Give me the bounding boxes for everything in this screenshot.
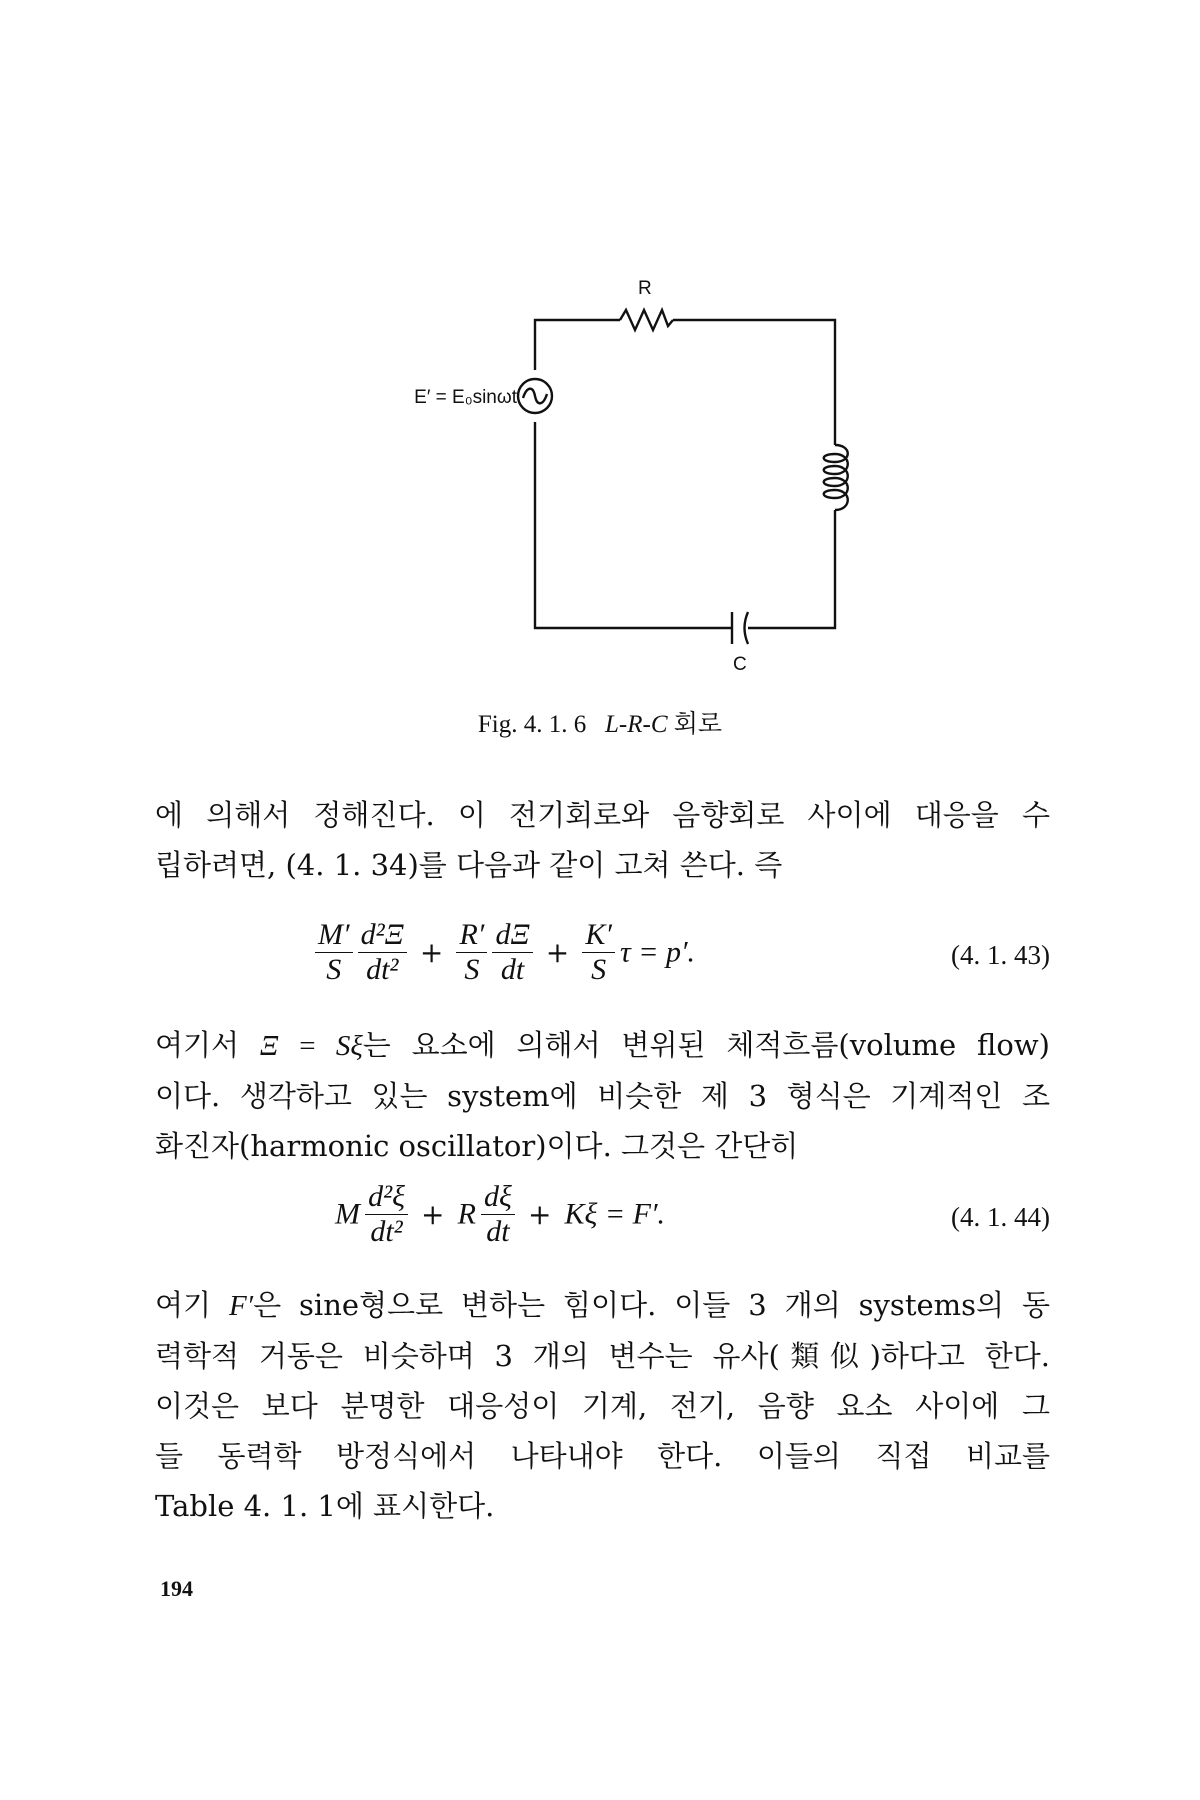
figure-caption <box>0 704 1200 740</box>
wire-top-right <box>673 320 835 445</box>
eq1-frac1-den: S <box>326 953 342 986</box>
caption-circuit-name: L-R-C <box>605 711 668 738</box>
eq2-frac2-den: dt <box>486 1215 510 1248</box>
eq2-number: (4. 1. 44) <box>951 1202 1050 1232</box>
p2-line2: 이다. 생각하고 있는 system에 비슷한 제 3 형식은 기계적인 조 <box>155 1079 1050 1113</box>
equation-4-1-43 <box>155 918 1050 998</box>
source-label: E′ = E₀sinωt <box>414 387 517 408</box>
circuit-wires <box>535 320 835 628</box>
eq1-frac1-num: M′ <box>315 918 353 953</box>
eq1-frac2-num: d²Ξ <box>358 918 407 953</box>
p1-line2: 립하려면, (4. 1. 34)를 다음과 같이 고쳐 쓴다. 즉 <box>155 848 783 882</box>
eq2-coef-r: R <box>457 1197 476 1231</box>
ac-source-symbol <box>518 379 552 413</box>
wire-bottom-right <box>748 510 835 628</box>
p3-line2: 력학적 거동은 비슷하며 3 개의 변수는 유사(類似)하다고 한다. <box>155 1339 1050 1373</box>
p2-line1-pre: 여기서 <box>155 1028 240 1062</box>
eq1-tail: τ = p′. <box>619 935 696 969</box>
p3-line1-post: 은 sine형으로 변하는 힘이다. 이들 3 개의 systems의 동 <box>253 1288 1051 1322</box>
eq2-frac2-num: dξ <box>481 1180 515 1215</box>
eq2-body: M $\frac{\text{d²ξ}}{\text{dt²}}$ + R $\frac{d\xi}{dt}$ + Kξ = F′. <box>335 1180 666 1248</box>
p3-line1-math: F′ <box>229 1290 254 1322</box>
eq2-frac1-num: d²ξ <box>365 1180 408 1215</box>
wire-top-left <box>535 320 620 370</box>
p2-line3: 화진자(harmonic oscillator)이다. 그것은 간단히 <box>155 1129 799 1163</box>
resistor-label: R <box>638 278 652 299</box>
wire-bottom-left <box>535 422 732 628</box>
eq2-frac1-den: dt² <box>370 1215 403 1248</box>
capacitor-symbol <box>732 612 748 644</box>
eq1-frac3-den: S <box>464 953 480 986</box>
eq1-body: $\frac{M'}{S}$ $\frac{\text{d²Ξ}}{\text{dt²}}$ + $\frac{R'}{S}$ $\frac{d\Xi}{dt}$ + $\frac{K'}{S}$ τ = p′. <box>315 918 695 987</box>
lrc-circuit-diagram <box>370 270 890 670</box>
p3-line5: Table 4. 1. 1에 표시한다. <box>155 1489 495 1523</box>
p3-line1-pre: 여기 <box>155 1288 212 1322</box>
eq1-frac5-num: K′ <box>582 918 615 953</box>
p3-line1 <box>155 1280 1050 1331</box>
equation-4-1-44 <box>155 1180 1050 1260</box>
eq1-frac5-den: S <box>591 953 607 986</box>
eq1-number: (4. 1. 43) <box>951 940 1050 970</box>
paragraph-3 <box>155 1280 1050 1531</box>
capacitor-label: C <box>733 654 747 670</box>
eq1-frac3-num: R′ <box>456 918 487 953</box>
eq2-coef-m: M <box>335 1197 360 1231</box>
eq2-tail: Kξ = F′. <box>564 1197 666 1231</box>
page-number: 194 <box>160 1576 193 1601</box>
paragraph-1 <box>155 790 1050 890</box>
p2-line1 <box>155 1020 1050 1071</box>
caption-fig-number: Fig. 4. 1. 6 <box>477 711 587 738</box>
caption-korean: 회로 <box>673 711 723 738</box>
eq1-frac4-den: dt <box>500 953 525 986</box>
inductor-symbol <box>824 445 848 510</box>
p1-line1: 에 의해서 정해진다. 이 전기회로와 음향회로 사이에 대응을 수 <box>155 798 1050 832</box>
p2-line1-math: Ξ = Sξ <box>259 1030 363 1062</box>
p3-line4: 들 동력학 방정식에서 나타내야 한다. 이들의 직접 비교를 <box>155 1439 1050 1473</box>
eq1-frac2-den: dt² <box>366 953 399 986</box>
eq1-frac4-num: dΞ <box>492 918 532 953</box>
p2-line1-post: 는 요소에 의해서 변위된 체적흐름(volume flow) <box>362 1028 1050 1062</box>
resistor-symbol <box>620 310 673 330</box>
p3-line3: 이것은 보다 분명한 대응성이 기계, 전기, 음향 요소 사이에 그 <box>155 1389 1050 1423</box>
paragraph-2 <box>155 1020 1050 1171</box>
